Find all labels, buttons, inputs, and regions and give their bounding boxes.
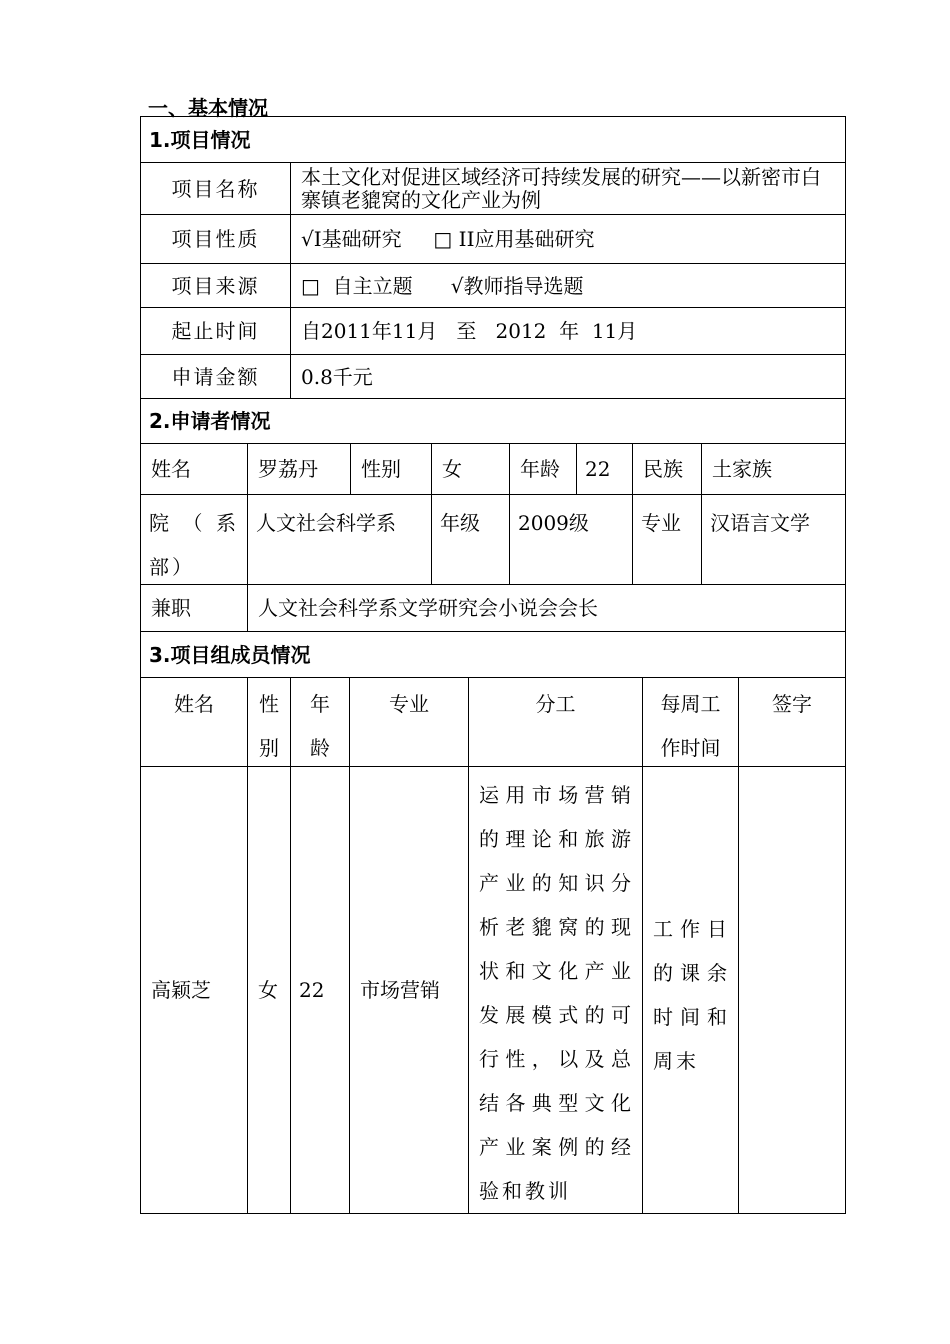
page-heading: 一、基本情况 [148,96,268,120]
applicant-post: 人文社会科学系文学研究会小说会会长 [247,584,846,632]
member-name: 高颖芝 [140,766,248,1214]
applicant-name-label: 姓名 [140,443,248,495]
amount-label: 申请金额 [140,354,291,399]
section-title-project: 1.项目情况 [140,116,846,163]
member-hours: 工作日的课余时间和周末 [642,766,739,1214]
member-age: 22 [290,766,350,1214]
members-header-gender: 性别 [247,677,291,767]
applicant-ethnicity-label: 民族 [632,443,702,495]
amount-value: 0.8千元 [290,354,846,399]
applicant-grade-label: 年级 [431,494,510,585]
member-major: 市场营销 [349,766,469,1214]
member-signature[interactable] [738,766,846,1214]
section-title-applicant: 2.申请者情况 [140,398,846,444]
project-nature-value: √Ⅰ基础研究 □ II应用基础研究 [290,214,846,264]
members-header-duty: 分工 [468,677,643,767]
applicant-age: 22 [576,443,633,495]
project-nature-label: 项目性质 [140,214,291,264]
applicant-ethnicity: 土家族 [701,443,846,495]
member-gender: 女 [247,766,291,1214]
applicant-name: 罗荔丹 [247,443,351,495]
applicant-major-label: 专业 [632,494,702,585]
applicant-age-label: 年龄 [509,443,577,495]
applicant-post-label: 兼职 [140,584,248,632]
members-header-major: 专业 [349,677,469,767]
applicant-gender: 女 [431,443,510,495]
members-header-name: 姓名 [140,677,248,767]
applicant-major: 汉语言文学 [701,494,846,585]
members-header-hours: 每周工作时间 [642,677,739,767]
applicant-grade: 2009级 [509,494,633,585]
project-name-label: 项目名称 [140,162,291,215]
applicant-gender-label: 性别 [350,443,432,495]
member-duty: 运用市场营销的理论和旅游产业的知识分析老貔窝的现状和文化产业发展模式的可行性，以及总结各典型文化产业案例的经验和教训 [468,766,643,1214]
applicant-dept: 人文社会科学系 [247,494,432,585]
members-header-age: 年龄 [290,677,350,767]
period-label: 起止时间 [140,307,291,355]
period-value: 自2011年11月 至 2012 年 11月 [290,307,846,355]
project-source-label: 项目来源 [140,263,291,308]
applicant-dept-label: 院（系部） [140,494,248,585]
members-header-signature: 签字 [738,677,846,767]
project-name-value: 本土文化对促进区域经济可持续发展的研究——以新密市白寨镇老貔窝的文化产业为例 [290,162,846,215]
section-title-members: 3.项目组成员情况 [140,631,846,678]
project-source-value: □ 自主立题 √教师指导选题 [290,263,846,308]
